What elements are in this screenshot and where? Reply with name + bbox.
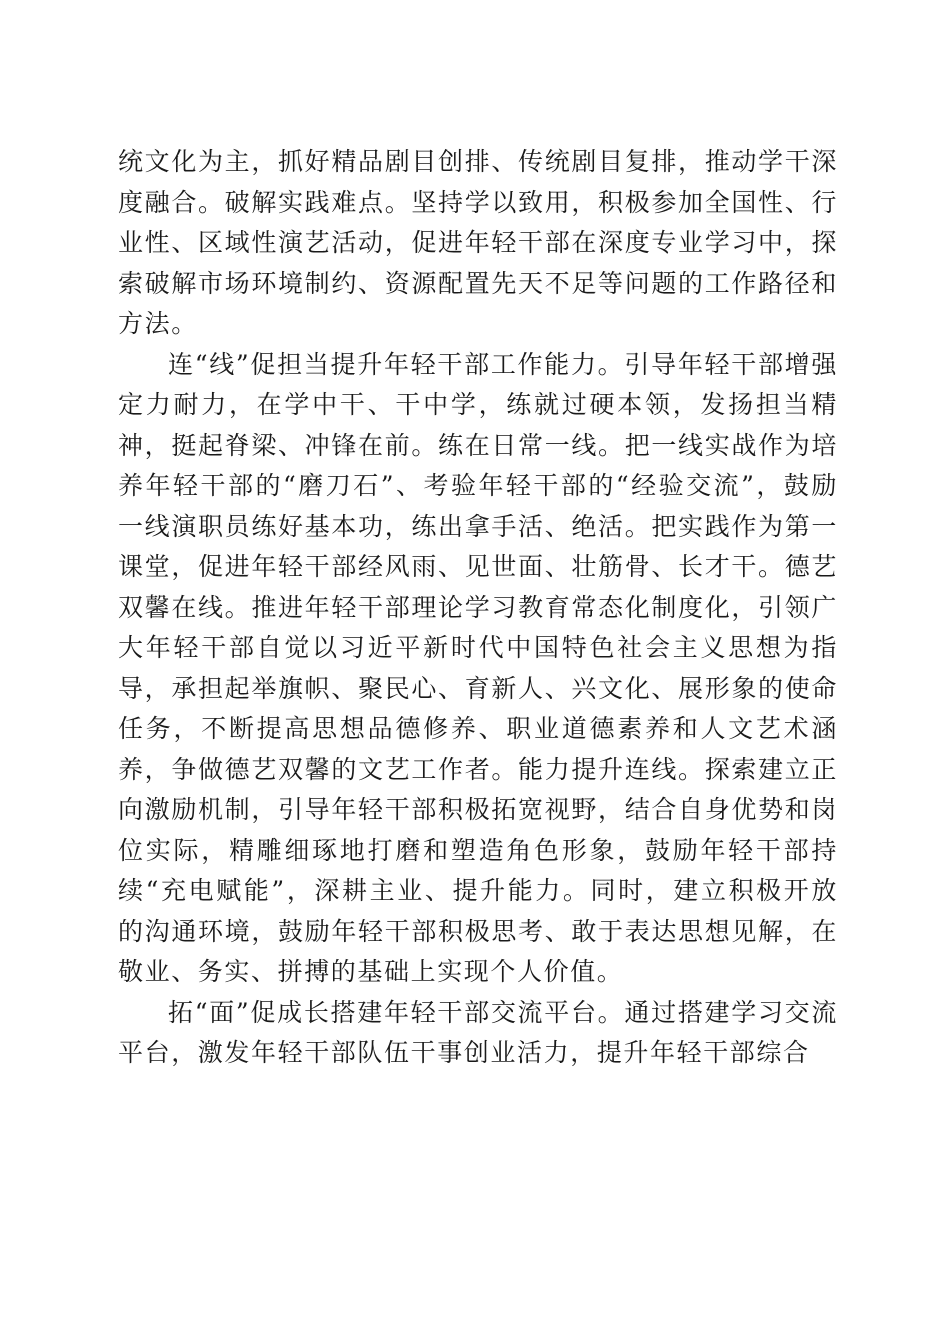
paragraph-continuation: 统文化为主，抓好精品剧目创排、传统剧目复排，推动学干深度融合。破解实践难点。坚持学以致用，积极参加全国性、行业性、区域性演艺活动，促进年轻干部在深度专业学习中，探索破解市场环境制约、资源配置先天不足等问题的工作路径和方法。: [118, 147, 838, 338]
paragraph-lian-xian: 连“线”促担当提升年轻干部工作能力。引导年轻干部增强定力耐力，在学中干、干中学，练就过硬本领，发扬担当精神，挺起脊梁、冲锋在前。练在日常一线。把一线实战作为培养年轻干部的“磨刀石”、考验年轻干部的“经验交流”，鼓励一线演职员练好基本功，练出拿手活、绝活。把实践作为第一课堂，促进年轻干部经风雨、见世面、壮筋骨、长才干。德艺双馨在线。推进年轻干部理论学习教育常态化制度化，引领广大年轻干部自觉以习近平新时代中国特色社会主义思想为指导，承担起举旗帜、聚民心、育新人、兴文化、展形象的使命任务，不断提高思想品德修养、职业道德素养和人文艺术涵养，争做德艺双馨的文艺工作者。能力提升连线。探索建立正向激励机制，引导年轻干部积极拓宽视野，结合自身优势和岗位实际，精雕细琢地打磨和塑造角色形象，鼓励年轻干部持续“充电赋能”，深耕主业、提升能力。同时，建立积极开放的沟通环境，鼓励年轻干部积极思考、敢于表达思想见解，在敬业、务实、拼搏的基础上实现个人价值。: [118, 349, 838, 986]
document-body: [118, 142, 838, 1074]
paragraph-tuo-mian: 拓“面”促成长搭建年轻干部交流平台。通过搭建学习交流平台，激发年轻干部队伍干事创业活力，提升年轻干部综合: [118, 997, 838, 1067]
